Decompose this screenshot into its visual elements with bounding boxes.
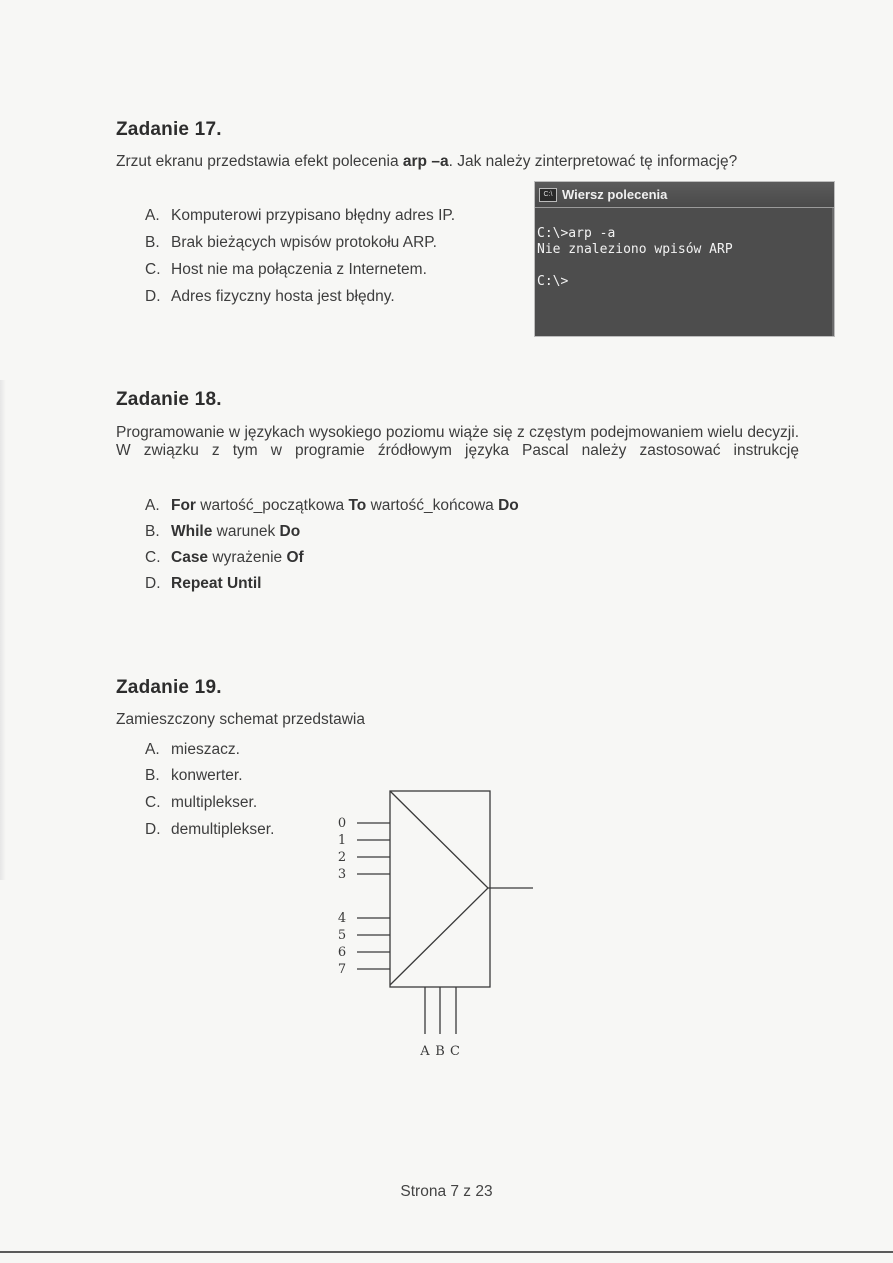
task18-heading: Zadanie 18. [116, 389, 222, 410]
option-text: Brak bieżących wpisów protokołu ARP. [171, 234, 437, 251]
input-label-6: 6 [337, 945, 347, 960]
task17-command-arp: arp [402, 153, 428, 170]
option-letter: A. [145, 497, 160, 514]
option-text: mieszacz. [171, 741, 240, 758]
task19-question: Zamieszczony schemat przedstawia [116, 711, 365, 728]
input-label-4: 4 [337, 911, 347, 926]
option-text: warunek [212, 523, 280, 540]
mux-box [390, 791, 490, 987]
option-letter: D. [145, 821, 161, 838]
option-text: wartość_początkowa [195, 497, 349, 514]
option-text: wartość_końcowa [366, 497, 499, 514]
option-text: Host nie ma połączenia z Internetem. [171, 261, 427, 278]
mux-triangle [390, 791, 488, 985]
task17-heading: Zadanie 17. [116, 119, 222, 140]
keyword-for: For [171, 497, 196, 514]
cmd-line-prompt: C:\> [537, 274, 569, 289]
keyword-do: Do [498, 497, 519, 514]
page-number: Strona 7 z 23 [400, 1183, 493, 1200]
input-label-1: 1 [337, 833, 347, 848]
option-letter: D. [145, 575, 161, 592]
task17-question-part2: . Jak należy zinterpretować tę informację? [448, 153, 738, 170]
input-label-7: 7 [337, 962, 347, 977]
task17-question-part1: Zrzut ekranu przedstawia efekt polecenia [116, 153, 403, 170]
keyword-do: Do [279, 523, 301, 540]
select-label-a: A [420, 1044, 430, 1059]
input-label-2: 2 [337, 850, 347, 865]
option-letter: B. [145, 523, 160, 540]
option-letter: D. [145, 288, 161, 305]
task19-heading: Zadanie 19. [116, 677, 222, 698]
keyword-of: Of [286, 549, 304, 566]
option-letter: C. [145, 794, 161, 811]
keyword-case: Case [171, 549, 209, 566]
option-text: multiplekser. [171, 794, 258, 811]
cmd-app-icon: C:\ [539, 188, 557, 202]
option-text: konwerter. [171, 767, 243, 784]
option-letter: C. [145, 549, 161, 566]
select-label-c: C [450, 1044, 460, 1059]
keyword-to: To [348, 497, 367, 514]
bottom-rule [0, 1251, 893, 1253]
cmd-window-title: Wiersz polecenia [562, 187, 668, 202]
option-text: demultiplekser. [171, 821, 275, 838]
option-letter: B. [145, 234, 160, 251]
keyword-while: While [171, 523, 213, 540]
cmd-line-command: C:\>arp -a [537, 226, 616, 241]
input-label-0: 0 [337, 816, 347, 831]
option-letter: C. [145, 261, 161, 278]
task17-command-flag: –a [431, 153, 449, 170]
cmd-line-output: Nie znaleziono wpisów ARP [537, 242, 733, 257]
option-text: Adres fizyczny hosta jest błędny. [171, 288, 395, 305]
input-label-3: 3 [337, 867, 347, 882]
option-letter: A. [145, 741, 160, 758]
option-letter: B. [145, 767, 160, 784]
keyword-repeat-until: Repeat Until [171, 575, 262, 592]
option-letter: A. [145, 207, 160, 224]
task18-question: Programowanie w językach wysokiego poziomu wiąże się z częstym podejmowaniem wielu decyzji. W związku z tym w programie źródłowym języka Pascal należy zastosować instrukcję [116, 424, 799, 459]
option-text: wyrażenie [208, 549, 287, 566]
option-text: Komputerowi przypisano błędny adres IP. [171, 207, 456, 224]
input-label-5: 5 [337, 928, 347, 943]
select-label-b: B [435, 1044, 445, 1059]
